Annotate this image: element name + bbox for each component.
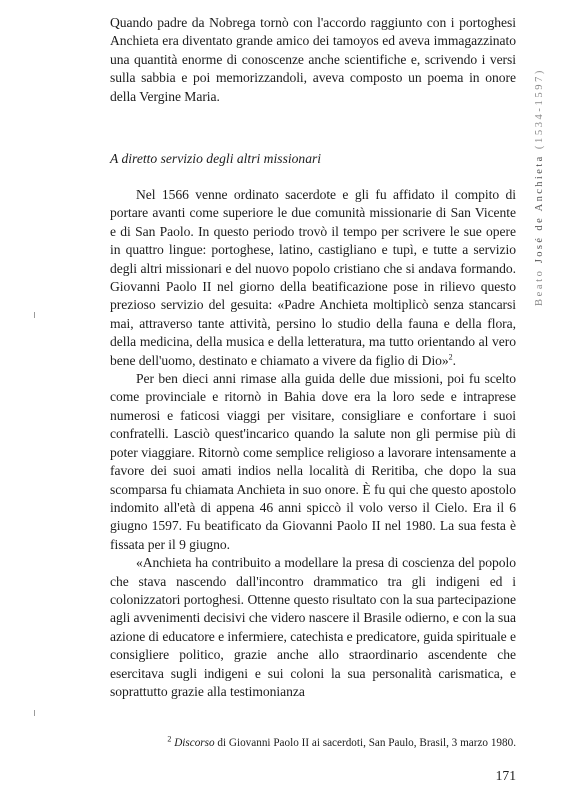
margin-mark: [34, 312, 35, 318]
running-head-name: José de Anchieta: [534, 154, 545, 264]
running-head: [534, 16, 548, 306]
section-heading: A diretto servizio degli altri missionari: [110, 151, 322, 166]
footnote: [110, 736, 516, 750]
page-number: 171: [495, 768, 516, 783]
footnote-reference: 2: [448, 352, 453, 362]
footnote-title: Discorso: [174, 737, 215, 749]
intro-paragraph: [110, 14, 516, 106]
footnote-text: di Giovanni Paolo II ai sacerdoti, San Paulo, Brasil, 3 marzo 1980.: [214, 737, 516, 749]
paragraph: «Anchieta ha contribuito a modellare la presa di coscienza del popolo che stava nascendo dall'incontro drammatico tra gli indigeni ed i colonizzatori portoghesi. Ottenne questo risultato con la sua partecipazione agli avvenimenti decisivi che videro nascere il Brasile odierno, e con la sua azione di educatore e infermiere, catechista e predicatore, guida spirituale e consigliere politico, grazie anche allo straordinario ascendente che esercitava sugli indigeni e sui coloni la sua personalità carismatica, e soprattutto grazie alla testimonianza: [110, 555, 516, 699]
paragraph-text: Nel 1566 venne ordinato sacerdote e gli fu affidato il compito di portare avanti come superiore le due comunità missionarie di San Vicente e di San Paolo. In questo periodo trovò il tempo per scrivere le sue opere in quattro lingue: portoghese, latino, castigliano e tupì, e tutte a servizio degli altri missionari e del nuovo popolo cristiano che si andava formando. Giovanni Paolo II nel giorno della beatificazione pose in rilievo questo prezioso servizio del gesuita: «Padre Anchieta moltiplicò senza stancarsi mai, attraverso tante attività, persino lo studio della fauna e della flora, della medicina, della musica e della letteratura, ma tutto orientando al vero bene dell'uomo, destinato e chiamato a vivere da figlio di Dio»: [110, 187, 516, 368]
margin-mark: [34, 710, 35, 716]
paragraph: Per ben dieci anni rimase alla guida delle due missioni, poi fu scelto come provinciale e ritornò in Bahia dove era la loro sede e intraprese numerosi e faticosi viaggi per visitare, consigliare e confortare i suoi confratelli. Lasciò quest'incarico quando la salute non gli permise più di poter viaggiare. Ritornò come semplice religioso a lavorare intensamente a favore dei suoi amati indios nella località di Reritiba, che dopo la sua scomparsa fu chiamata Anchieta in suo onore. È fu qui che questo apostolo indomito all'età di appena 46 anni spiccò il volo verso il Cielo. Era il 6 giugno 1597. Fu beatificato da Giovanni Paolo II nel 1980. La sua festa è fissata per il 9 giugno.: [110, 371, 516, 552]
running-head-prefix: Beato: [534, 263, 545, 306]
intro-paragraph-text: Quando padre da Nobrega tornò con l'accordo raggiunto con i portoghesi Anchieta era diventato grande amico dei tamoyos ed aveva immagazzinato una quantità enorme di conoscenze anche scientifiche e, scrivendo i versi sulla sabbia e poi memorizzandoli, aveva composto un poema in onore della Vergine Maria.: [110, 15, 516, 104]
footnote-number: 2: [167, 734, 172, 744]
body-text: [110, 186, 516, 701]
running-head-dates: (1534-1597): [534, 67, 545, 155]
paragraph: Nel 1566 venne ordinato sacerdote e gli fu affidato il compito di portare avanti come superiore le due comunità missionarie di San Vicente e di San Paolo. In questo periodo trovò il tempo per scrivere le sue opere in quattro lingue: portoghese, latino, castigliano e tupì, e tutte a servizio degli altri missionari e del nuovo popolo cristiano che si andava formando. Giovanni Paolo II nel giorno della beatificazione pose in rilievo questo prezioso servizio del gesuita: «Padre Anchieta moltiplicò senza stancarsi mai, attraverso tante attività, persino lo studio della fauna e della flora, della medicina, della musica e della letteratura, ma tutto orientando al vero bene dell'uomo, destinato e chiamato a vivere da figlio di Dio»$^2$.: [110, 187, 516, 368]
